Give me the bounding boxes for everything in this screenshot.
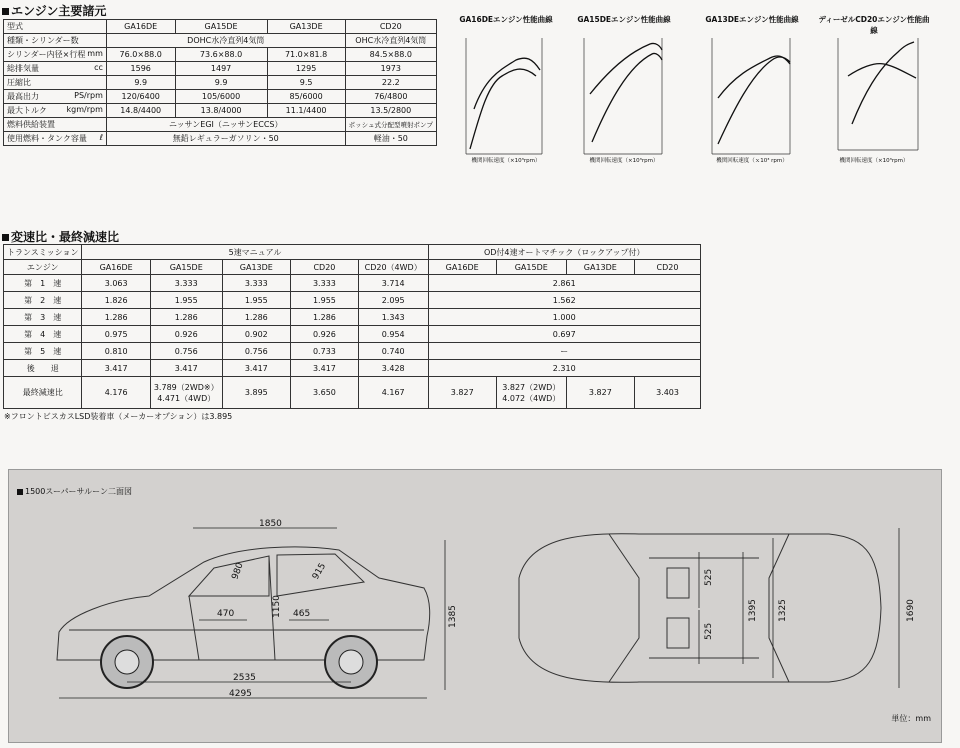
row-label: 種類・シリンダー数 (4, 34, 107, 48)
cell: 3.333 (150, 275, 222, 292)
cell: 0.902 (222, 326, 290, 343)
svg-text:915: 915 (310, 561, 329, 582)
row-label: 第 4 速 (4, 326, 82, 343)
cell: 3.403 (635, 377, 701, 409)
cell: 軽油・50 (345, 132, 436, 146)
header-cell: GA13DE (566, 260, 634, 275)
cell: 105/6000 (175, 90, 267, 104)
cell: 0.975 (82, 326, 150, 343)
table-row (4, 260, 701, 275)
cell: 1.562 (428, 292, 700, 309)
cell: 1.826 (82, 292, 150, 309)
cell: 3.333 (291, 275, 359, 292)
row-label: 第 2 速 (4, 292, 82, 309)
row-label: 燃料供給装置 (4, 118, 107, 132)
cell: 9.9 (175, 76, 267, 90)
svg-text:1150: 1150 (272, 595, 282, 618)
cell: 76/4800 (345, 90, 436, 104)
ga13de-curve: GA13DEエンジン性能曲線 機関回転速度（ｘ10³ rpm） (696, 14, 808, 164)
header-cell: GA16DE (82, 260, 150, 275)
cell: 3.428 (358, 360, 428, 377)
header-cell: GA15DE (496, 260, 566, 275)
header-cell: GA15DE (150, 260, 222, 275)
cell: 1973 (345, 62, 436, 76)
svg-text:1395: 1395 (748, 599, 758, 622)
curve-graph (818, 14, 930, 164)
table-row (4, 76, 437, 90)
cell: 1.286 (82, 309, 150, 326)
cell: 1.286 (150, 309, 222, 326)
cell: 1596 (106, 62, 175, 76)
row-label: 第 1 速 (4, 275, 82, 292)
header-cell: OD付4速オートマチック（ロックアップ付） (428, 245, 700, 260)
cell: 3.895 (222, 377, 290, 409)
table-row (4, 343, 701, 360)
cell: 120/6400 (106, 90, 175, 104)
cell: 0.810 (82, 343, 150, 360)
cell: 3.827（2WD） 4.072（4WD） (496, 377, 566, 409)
cell: 3.417 (150, 360, 222, 377)
header-cell: CD20 (635, 260, 701, 275)
table-row (4, 90, 437, 104)
row-label: 最終減速比 (4, 377, 82, 409)
cell: 84.5×88.0 (345, 48, 436, 62)
cell: 1.343 (358, 309, 428, 326)
cell: 3.650 (291, 377, 359, 409)
cell: 1295 (267, 62, 345, 76)
curve-graph (570, 14, 678, 164)
header-cell: CD20（4WD） (358, 260, 428, 275)
cell: 85/6000 (267, 90, 345, 104)
table-row (4, 62, 437, 76)
cell: 2.095 (358, 292, 428, 309)
table-row (4, 309, 701, 326)
cell: ー (428, 343, 700, 360)
row-label: 総排気量 cc (4, 62, 107, 76)
curve-graph (452, 14, 560, 164)
header-cell: GA13DE (222, 260, 290, 275)
table-row (4, 360, 701, 377)
svg-text:465: 465 (293, 609, 311, 619)
top-view-drawing (499, 518, 919, 708)
svg-text:1690: 1690 (906, 599, 916, 622)
row-label: 最高出力 PS/rpm (4, 90, 107, 104)
header-cell: 型式 (4, 20, 107, 34)
cell: 0.697 (428, 326, 700, 343)
header-cell: CD20 (291, 260, 359, 275)
cell: 0.926 (291, 326, 359, 343)
cell: 4.176 (82, 377, 150, 409)
cell: 0.954 (358, 326, 428, 343)
cell: 9.5 (267, 76, 345, 90)
cell: 76.0×88.0 (106, 48, 175, 62)
header-cell: GA15DE (175, 20, 267, 34)
row-label: 最大トルク kgm/rpm (4, 104, 107, 118)
table-row (4, 292, 701, 309)
cell: 14.8/4400 (106, 104, 175, 118)
cell: 13.5/2800 (345, 104, 436, 118)
cell: 1.955 (222, 292, 290, 309)
cell: 1497 (175, 62, 267, 76)
table-row (4, 377, 701, 409)
footnote: ※フロントビスカスLSD装着車（メーカーオプション）は3.895 (4, 412, 233, 421)
svg-text:4295: 4295 (229, 689, 252, 699)
header-cell: GA16DE (106, 20, 175, 34)
cd20-curve: ディーゼルCD20エンジン性能曲線 機関回転速度（×10³rpm） (818, 15, 930, 164)
table-row (4, 118, 437, 132)
table-row (4, 245, 701, 260)
side-view-drawing (39, 500, 509, 740)
cell: ニッサンEGI（ニッサンECCS） (106, 118, 345, 132)
cell: 1.955 (150, 292, 222, 309)
header-cell: トランスミッション (4, 245, 82, 260)
cell: 3.063 (82, 275, 150, 292)
diagram-title: 1500スーパーサルーン二面図 (17, 486, 132, 497)
cell: 無鉛レギュラーガソリン・50 (106, 132, 345, 146)
cell: 0.756 (222, 343, 290, 360)
cell: 0.926 (150, 326, 222, 343)
table-row (4, 132, 437, 146)
row-label: シリンダー内径×行程 mm (4, 48, 107, 62)
row-label: 使用燃料・タンク容量 ℓ (4, 132, 107, 146)
table-row (4, 326, 701, 343)
cell: DOHC水冷直列4気筒 (106, 34, 345, 48)
cell: 1.286 (222, 309, 290, 326)
table-row (4, 48, 437, 62)
cell: 9.9 (106, 76, 175, 90)
svg-text:1325: 1325 (778, 599, 788, 622)
cell: 3.333 (222, 275, 290, 292)
trans-section-title: 変速比・最終減速比 (2, 228, 119, 245)
cell: 11.1/4400 (267, 104, 345, 118)
svg-text:470: 470 (217, 609, 235, 619)
cell: 3.789（2WD※） 4.471（4WD） (150, 377, 222, 409)
table-row (4, 20, 437, 34)
engine-spec-table (3, 19, 437, 146)
cell: 3.417 (222, 360, 290, 377)
svg-text:525: 525 (704, 622, 714, 640)
engine-section-title: エンジン主要諸元 (2, 2, 106, 19)
row-label: 第 3 速 (4, 309, 82, 326)
cell: 1.286 (291, 309, 359, 326)
row-label: 圧縮比 (4, 76, 107, 90)
cell: 0.733 (291, 343, 359, 360)
cell: 0.740 (358, 343, 428, 360)
cell: 2.310 (428, 360, 700, 377)
header-cell: GA16DE (428, 260, 496, 275)
cell: 3.827 (428, 377, 496, 409)
cell: 0.756 (150, 343, 222, 360)
cell: 73.6×88.0 (175, 48, 267, 62)
cell: OHC水冷直列4気筒 (345, 34, 436, 48)
cell: 13.8/4000 (175, 104, 267, 118)
svg-text:1850: 1850 (259, 519, 282, 529)
car-diagram-panel (8, 469, 942, 743)
table-row (4, 34, 437, 48)
cell: 3.827 (566, 377, 634, 409)
svg-text:2535: 2535 (233, 673, 256, 683)
cell: 3.714 (358, 275, 428, 292)
row-label: 第 5 速 (4, 343, 82, 360)
cell: 1.000 (428, 309, 700, 326)
header-cell: エンジン (4, 260, 82, 275)
header-cell: 5速マニュアル (82, 245, 428, 260)
cell: 2.861 (428, 275, 700, 292)
cell: 3.417 (291, 360, 359, 377)
ga15de-curve: GA15DEエンジン性能曲線 機関回転速度（×10³rpm） (570, 14, 678, 164)
transmission-table (3, 244, 701, 409)
svg-text:1385: 1385 (448, 605, 458, 628)
svg-text:525: 525 (704, 568, 714, 586)
svg-text:980: 980 (230, 561, 246, 582)
header-cell: CD20 (345, 20, 436, 34)
table-row (4, 275, 701, 292)
cell: 3.417 (82, 360, 150, 377)
curve-graph (696, 14, 808, 164)
header-cell: GA13DE (267, 20, 345, 34)
cell: 1.955 (291, 292, 359, 309)
row-label: 後 退 (4, 360, 82, 377)
cell: 22.2 (345, 76, 436, 90)
cell: 71.0×81.8 (267, 48, 345, 62)
unit-label: 単位：mm (891, 714, 931, 723)
cell: 4.167 (358, 377, 428, 409)
table-row (4, 104, 437, 118)
cell: ボッシュ式分配型噴射ポンプ (345, 118, 436, 132)
ga16de-curve: GA16DEエンジン性能曲線 機関回転速度（×10³rpm） (452, 14, 560, 164)
